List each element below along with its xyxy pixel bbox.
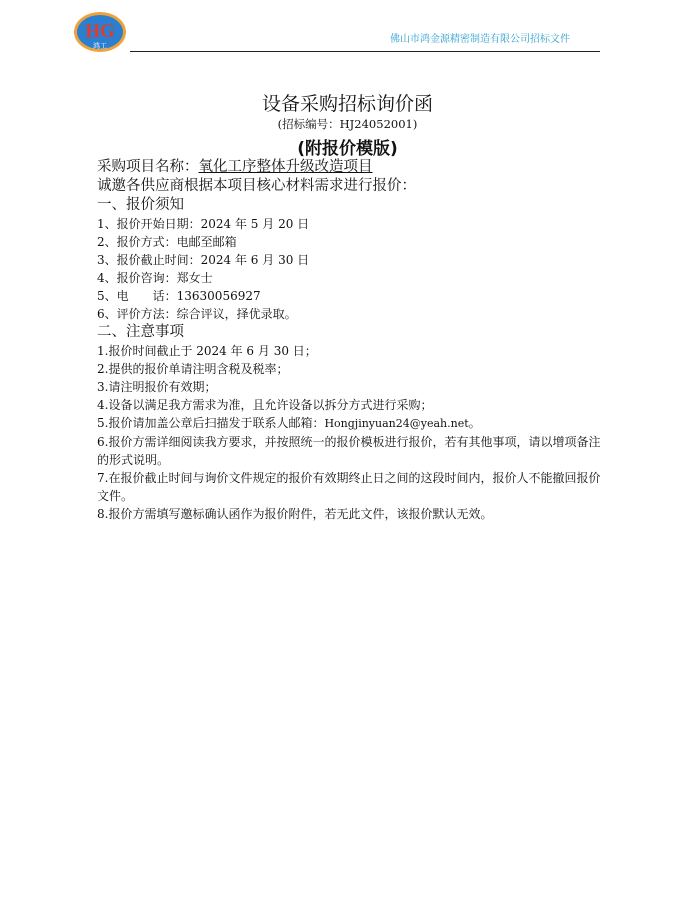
note-item: 1.报价时间截止于 2024 年 6 月 30 日；	[97, 344, 317, 358]
note-email-suffix: 。	[468, 416, 481, 430]
contact-email: Hongjinyuan24@yeah.net	[324, 417, 469, 430]
quote-phone: 5、电 话：13630056927	[97, 289, 261, 303]
evaluation-method: 6、评价方法：综合评议，择优录取。	[97, 307, 297, 321]
quote-contact: 4、报价咨询：郑女士	[97, 271, 213, 285]
quote-method: 2、报价方式：电邮至邮箱	[97, 235, 237, 249]
page-subtitle: (附报价模版)	[297, 139, 398, 159]
project-name: 氧化工序整体升级改造项目	[198, 159, 373, 175]
note-item: 4.设备以满足我方需求为准，且允许设备以拆分方式进行采购；	[97, 398, 433, 412]
note-item: 6.报价方需详细阅读我方要求，并按照统一的报价模板进行报价，若有其他事项，请以增项备注的形式说明。	[97, 435, 601, 467]
company-logo	[72, 10, 128, 54]
page-title: 设备采购招标询价函	[261, 93, 433, 115]
note-email-prefix: 5.报价请加盖公章后扫描发于联系人邮箱：	[97, 416, 325, 430]
project-line	[97, 158, 603, 177]
tender-code: (招标编号：HJ24052001)	[277, 117, 418, 131]
header-divider	[130, 51, 600, 52]
note-item: 3.请注明报价有效期；	[97, 380, 217, 394]
note-item: 8.报价方需填写邀标确认函作为报价附件，若无此文件，该报价默认无效。	[97, 507, 493, 521]
company-name: 佛山市鸿金源精密制造有限公司招标文件	[390, 34, 570, 45]
project-label: 采购项目名称：	[97, 159, 199, 175]
invitation-text: 诚邀各供应商根据本项目核心材料需求进行报价：	[97, 178, 416, 194]
quote-deadline: 3、报价截止时间：2024 年 6 月 30 日	[97, 253, 310, 267]
section2-heading: 二、注意事项	[97, 324, 184, 340]
logo-text: HG	[85, 21, 115, 42]
note-item: 7.在报价截止时间与询价文件规定的报价有效期终止日之间的这段时间内，报价人不能撤回报价文件。	[97, 471, 601, 503]
logo-subtext: 鸿工	[93, 42, 107, 50]
note-item-email	[97, 414, 603, 433]
section1-heading: 一、报价须知	[97, 197, 184, 213]
document-body	[97, 158, 603, 523]
note-item: 2.提供的报价单请注明含税及税率；	[97, 362, 289, 376]
quote-start-date: 1、报价开始日期：2024 年 5 月 20 日	[97, 217, 310, 231]
